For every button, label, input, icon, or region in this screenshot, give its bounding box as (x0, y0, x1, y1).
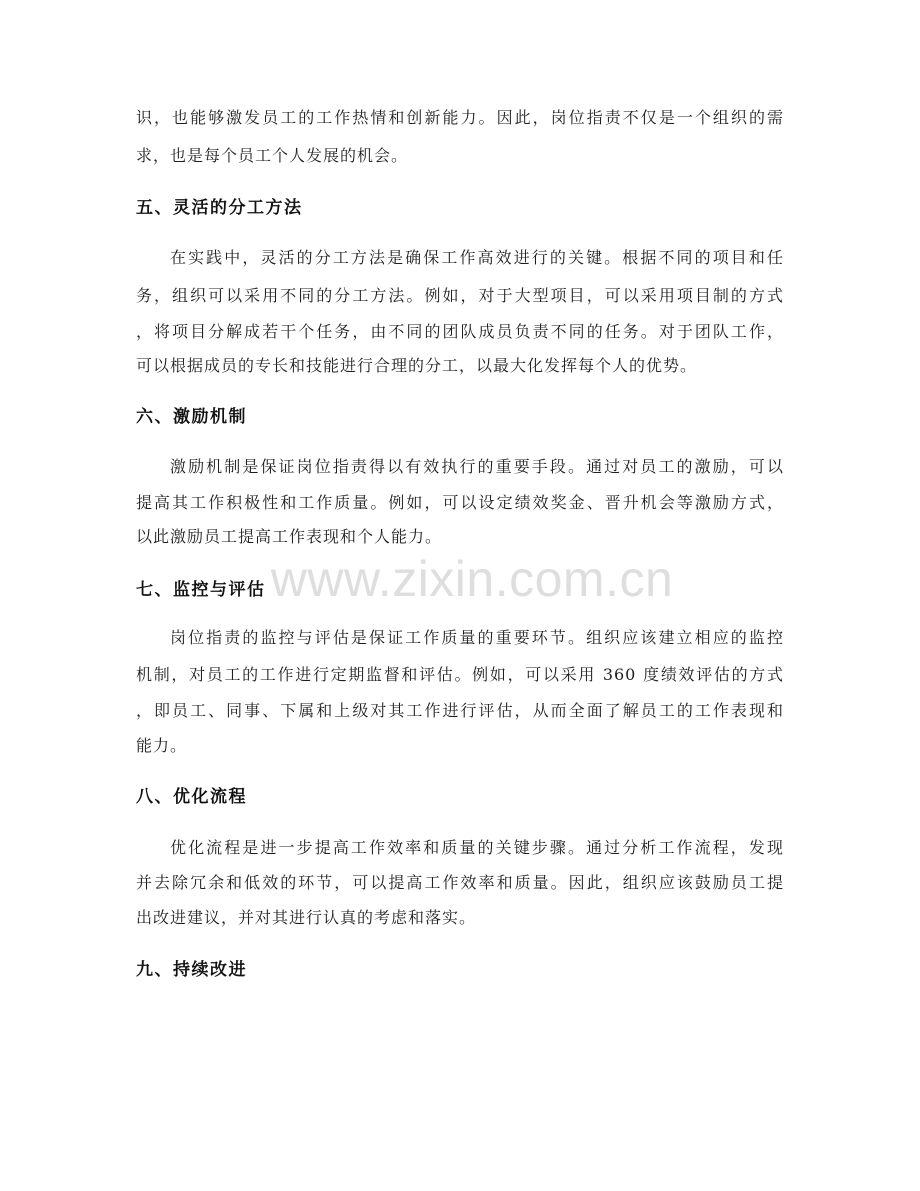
paragraph-line: 岗位指责的监控与评估是保证工作质量的重要环节。组织应该建立相应的监控 (170, 628, 784, 647)
paragraph-line: 提高其工作积极性和工作质量。例如，可以设定绩效奖金、晋升机会等激励方式， (136, 493, 784, 512)
paragraph-line: 出改进建议，并对其进行认真的考虑和落实。 (136, 908, 477, 927)
paragraph-line: 在实践中，灵活的分工方法是确保工作高效进行的关键。根据不同的项目和任 (170, 248, 784, 267)
paragraph-line: 求，也是每个员工个人发展的机会。 (136, 146, 409, 165)
paragraph-line: 可以根据成员的专长和技能进行合理的分工，以最大化发挥每个人的优势。 (136, 356, 698, 375)
paragraph-line: ，将项目分解成若干个任务，由不同的团队成员负责不同的任务。对于团队工作， (136, 322, 784, 341)
paragraph-line: 识，也能够激发员工的工作热情和创新能力。因此，岗位指责不仅是一个组织的需 (136, 108, 784, 127)
paragraph-line: 激励机制是保证岗位指责得以有效执行的重要手段。通过对员工的激励，可以 (170, 457, 784, 476)
section-heading: 九、持续改进 (136, 960, 247, 980)
paragraph-line: ，即员工、同事、下属和上级对其工作进行评估，从而全面了解员工的工作表现和 (136, 701, 784, 720)
section-heading: 七、监控与评估 (136, 580, 266, 600)
paragraph-line: 务，组织可以采用不同的分工方法。例如，对于大型项目，可以采用项目制的方式 (136, 286, 784, 305)
paragraph-line: 并去除冗余和低效的环节，可以提高工作效率和质量。因此，组织应该鼓励员工提 (136, 873, 784, 892)
paragraph-line: 能力。 (136, 736, 188, 755)
paragraph-line: 机制，对员工的工作进行定期监督和评估。例如，可以采用 360 度绩效评估的方式 (136, 665, 784, 684)
watermark: www.zixin.com.cn (270, 551, 674, 607)
paragraph-line: 优化流程是进一步提高工作效率和质量的关键步骤。通过分析工作流程，发现 (170, 838, 784, 857)
paragraph-line: 以此激励员工提高工作表现和个人能力。 (136, 527, 443, 546)
section-heading: 六、激励机制 (136, 407, 247, 427)
section-heading: 五、灵活的分工方法 (136, 198, 303, 218)
section-heading: 八、优化流程 (136, 787, 247, 807)
